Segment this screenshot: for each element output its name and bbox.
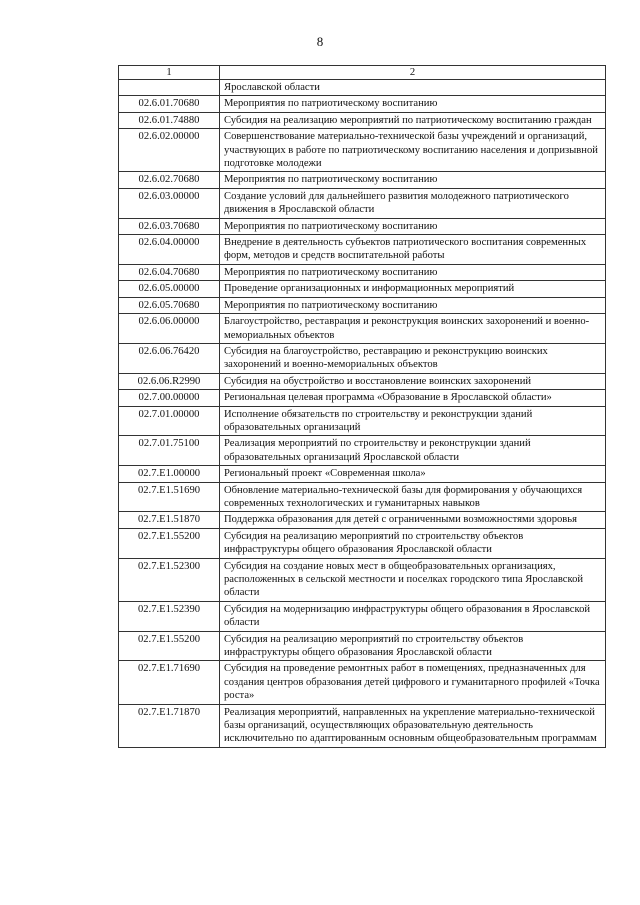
description-cell: Внедрение в деятельность субъектов патриотического воспитания современных форм, методов и средств воспитательной работы bbox=[220, 235, 606, 265]
description-cell: Реализация мероприятий по строительству и реконструкции зданий образовательных организаций Ярославской области bbox=[220, 436, 606, 466]
classification-code-cell: 02.6.03.70680 bbox=[119, 218, 220, 234]
table-row bbox=[119, 129, 606, 172]
description-cell: Субсидия на благоустройство, реставрацию и реконструкцию воинских захоронений и военно-мемориальных объектов bbox=[220, 343, 606, 373]
table-row bbox=[119, 264, 606, 280]
table-row bbox=[119, 314, 606, 344]
description-cell: Обновление материально-технической базы для формирования у обучающихся современных технологических и гуманитарных навыков bbox=[220, 482, 606, 512]
classification-code-cell: 02.6.02.00000 bbox=[119, 129, 220, 172]
table-row bbox=[119, 631, 606, 661]
description-cell: Мероприятия по патриотическому воспитанию bbox=[220, 218, 606, 234]
table-row bbox=[119, 172, 606, 188]
description-cell: Региональный проект «Современная школа» bbox=[220, 466, 606, 482]
description-cell: Региональная целевая программа «Образование в Ярославской области» bbox=[220, 390, 606, 406]
classification-code-cell: 02.7.E1.71870 bbox=[119, 704, 220, 747]
classification-code-cell: 02.7.E1.71690 bbox=[119, 661, 220, 704]
description-cell: Ярославской области bbox=[220, 80, 606, 96]
table-header-row bbox=[119, 66, 606, 80]
table-row bbox=[119, 661, 606, 704]
description-cell: Поддержка образования для детей с ограниченными возможностями здоровья bbox=[220, 512, 606, 528]
table-row bbox=[119, 235, 606, 265]
classification-code-cell: 02.7.E1.51690 bbox=[119, 482, 220, 512]
description-cell: Субсидия на создание новых мест в общеобразовательных организациях, расположенных в сельской местности и поселках городского типа Ярославской области bbox=[220, 558, 606, 601]
table-row bbox=[119, 704, 606, 747]
classification-code-cell: 02.7.E1.00000 bbox=[119, 466, 220, 482]
budget-codes-table bbox=[118, 65, 606, 748]
table-row bbox=[119, 558, 606, 601]
table-row bbox=[119, 218, 606, 234]
table-row bbox=[119, 80, 606, 96]
description-cell: Исполнение обязательств по строительству и реконструкции зданий образовательных организаций bbox=[220, 406, 606, 436]
description-cell: Создание условий для дальнейшего развития молодежного патриотического движения в Ярославской области bbox=[220, 188, 606, 218]
page-number: 8 bbox=[316, 34, 324, 49]
description-cell: Субсидия на проведение ремонтных работ в помещениях, предназначенных для создания центров образования детей цифрового и гуманитарного профилей «Точка роста» bbox=[220, 661, 606, 704]
table-row bbox=[119, 297, 606, 313]
classification-code-cell: 02.6.06.R2990 bbox=[119, 373, 220, 389]
classification-code-cell: 02.6.03.00000 bbox=[119, 188, 220, 218]
classification-code-cell: 02.7.01.75100 bbox=[119, 436, 220, 466]
classification-code-cell: 02.6.04.00000 bbox=[119, 235, 220, 265]
description-cell: Реализация мероприятий, направленных на укрепление материально-технической базы организаций, осуществляющих образовательную деятельность исключительно по адаптированным основным общеобразовательным программам bbox=[220, 704, 606, 747]
classification-code-cell: 02.7.E1.55200 bbox=[119, 528, 220, 558]
classification-code-cell: 02.6.01.70680 bbox=[119, 96, 220, 112]
table-row bbox=[119, 281, 606, 297]
classification-code-cell: 02.6.06.76420 bbox=[119, 343, 220, 373]
classification-code-cell: 02.7.01.00000 bbox=[119, 406, 220, 436]
description-cell: Благоустройство, реставрация и реконструкция воинских захоронений и военно-мемориальных объектов bbox=[220, 314, 606, 344]
classification-code-cell: 02.7.E1.52390 bbox=[119, 601, 220, 631]
description-cell: Субсидия на реализацию мероприятий по строительству объектов инфраструктуры общего образования Ярославской области bbox=[220, 528, 606, 558]
description-cell: Субсидия на модернизацию инфраструктуры общего образования в Ярославской области bbox=[220, 601, 606, 631]
description-cell: Субсидия на реализацию мероприятий по патриотическому воспитанию граждан bbox=[220, 112, 606, 128]
description-cell: Мероприятия по патриотическому воспитанию bbox=[220, 96, 606, 112]
classification-code-cell: 02.6.05.70680 bbox=[119, 297, 220, 313]
classification-code-cell: 02.6.02.70680 bbox=[119, 172, 220, 188]
description-cell: Мероприятия по патриотическому воспитанию bbox=[220, 264, 606, 280]
table-row bbox=[119, 512, 606, 528]
classification-code-cell: 02.7.E1.55200 bbox=[119, 631, 220, 661]
column-header-2: 2 bbox=[220, 66, 606, 80]
table-row bbox=[119, 188, 606, 218]
classification-code-cell: 02.7.00.00000 bbox=[119, 390, 220, 406]
table-row bbox=[119, 390, 606, 406]
classification-code-cell: 02.7.E1.51870 bbox=[119, 512, 220, 528]
table-row bbox=[119, 466, 606, 482]
classification-code-cell: 02.6.01.74880 bbox=[119, 112, 220, 128]
table-row bbox=[119, 482, 606, 512]
column-header-1: 1 bbox=[119, 66, 220, 80]
table-row bbox=[119, 96, 606, 112]
table-row bbox=[119, 343, 606, 373]
classification-code-cell: 02.7.E1.52300 bbox=[119, 558, 220, 601]
classification-code-cell bbox=[119, 80, 220, 96]
description-cell: Мероприятия по патриотическому воспитанию bbox=[220, 172, 606, 188]
description-cell: Мероприятия по патриотическому воспитанию bbox=[220, 297, 606, 313]
description-cell: Субсидия на реализацию мероприятий по строительству объектов инфраструктуры общего образования Ярославской области bbox=[220, 631, 606, 661]
table-row bbox=[119, 436, 606, 466]
table-row bbox=[119, 601, 606, 631]
table-row bbox=[119, 406, 606, 436]
table-body bbox=[119, 80, 606, 748]
table-row bbox=[119, 112, 606, 128]
classification-code-cell: 02.6.04.70680 bbox=[119, 264, 220, 280]
description-cell: Проведение организационных и информационных мероприятий bbox=[220, 281, 606, 297]
description-cell: Субсидия на обустройство и восстановление воинских захоронений bbox=[220, 373, 606, 389]
classification-code-cell: 02.6.05.00000 bbox=[119, 281, 220, 297]
classification-code-cell: 02.6.06.00000 bbox=[119, 314, 220, 344]
table-row bbox=[119, 528, 606, 558]
description-cell: Совершенствование материально-технической базы учреждений и организаций, участвующих в работе по патриотическому воспитанию населения и допризывной подготовке молодежи bbox=[220, 129, 606, 172]
table-row bbox=[119, 373, 606, 389]
